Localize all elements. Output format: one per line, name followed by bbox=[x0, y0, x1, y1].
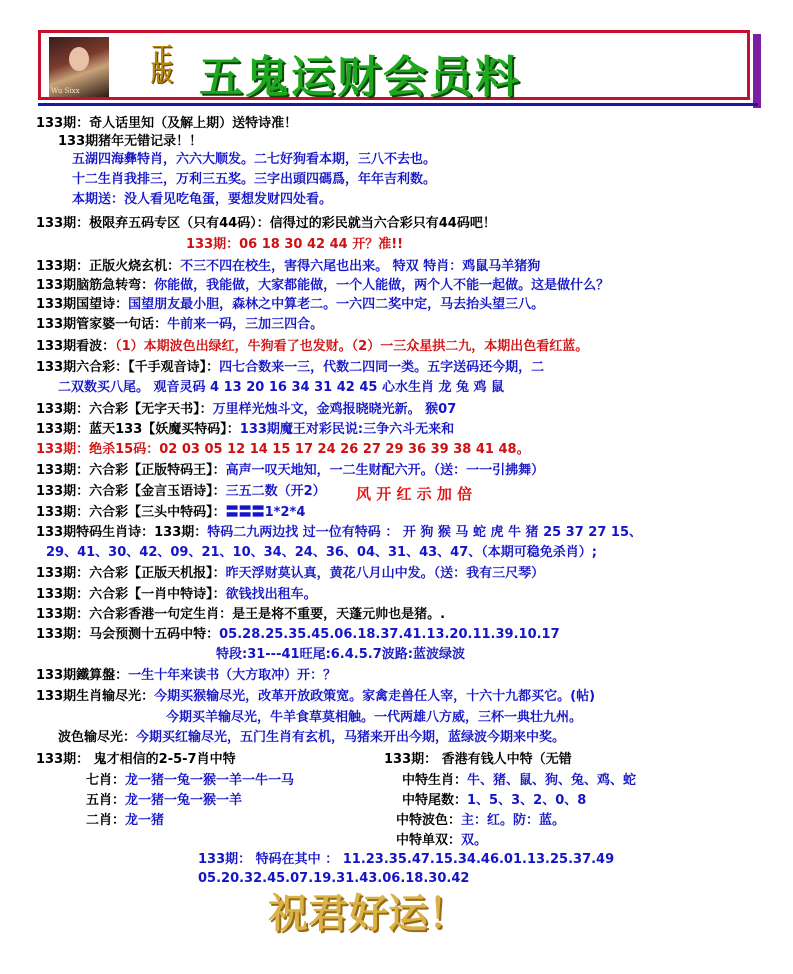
main-text-segment: 你能做，我能做，大家都能做，一个人能做，两个人不能一起做。这是做什么？ bbox=[154, 278, 610, 293]
main-text-segment: 133期生肖输尽光： bbox=[36, 689, 155, 704]
main-text-segment: 133期：六合彩【正版特码王】： bbox=[36, 463, 226, 478]
main-text-segment: 133期：绝杀15码：02 03 05 12 14 15 17 24 26 27 29 36 39 38 41 48。 bbox=[36, 442, 530, 457]
main-text-segment: 特码二九两边找 过一位有特码 ： 开 狗 猴 马 蛇 虎 牛 猪 25 37 27 15、 bbox=[207, 525, 643, 540]
left-col-text-segment: 龙一猪一兔一猴一羊一牛一马 bbox=[125, 773, 295, 788]
main-line bbox=[58, 380, 504, 396]
main-text-segment: 万里样光烛斗文，金鸡报晓晓光新。 猴07 bbox=[212, 402, 457, 417]
main-line bbox=[36, 525, 642, 541]
main-text-segment: 国望朋友最小胆，森林之中算老二。一六四二奖中定，马去抬头望三八。 bbox=[128, 297, 545, 312]
main-text-segment: 是王是将不重要，天蓬元帅也是猪。. bbox=[232, 607, 446, 622]
main-text-segment: 133期：马会预测十五码中特： bbox=[36, 627, 220, 642]
main-text-segment: 四七合数来一三，代数二四同一类。五字送码还今期，二 bbox=[219, 360, 545, 375]
main-line bbox=[36, 566, 544, 582]
main-text-segment: 今期买红输尽光，五门生肖有玄机，马猪来开出今期，蓝绿波今期来中奖。 bbox=[136, 730, 566, 745]
main-line bbox=[36, 484, 326, 500]
right-col-text-segment: 1、5、3、2、0、8 bbox=[467, 793, 587, 808]
right-col-text-segment: 中特尾数： bbox=[402, 793, 468, 808]
main-text-segment: 二双数买八尾。 观音灵码 4 13 20 16 34 31 42 45 心水生肖 龙 兔 鸡 鼠 bbox=[58, 380, 505, 395]
main-text-segment: 133期：06 18 30 42 44 开？准!! bbox=[186, 237, 404, 252]
main-line bbox=[36, 668, 336, 684]
left-col-text-segment: 二肖： bbox=[86, 813, 126, 828]
main-line bbox=[58, 134, 202, 150]
page-title: 五鬼运财会员料 bbox=[199, 52, 521, 103]
main-text-segment: （1）本期波色出绿红，牛狗看了也发财。（2）一三众星拱二九，本期出色看红蓝。 bbox=[115, 339, 589, 354]
main-text-segment: 欲钱找出租车。 bbox=[225, 587, 317, 602]
bottom-text-segment: 11.23.35.47.15.34.46.01.13.25.37.49 bbox=[338, 852, 615, 867]
main-line bbox=[36, 339, 588, 355]
main-line bbox=[36, 689, 595, 705]
main-text-segment: 133期：正版火烧玄机： bbox=[36, 259, 181, 274]
main-text-segment: 今期买羊输尽光，牛羊食草莫相触。一代两雄八方威，三杯一典壮九州。 bbox=[166, 710, 583, 725]
main-text-segment: 特段:31---41旺尾:6.4.5.7波路:蓝波绿波 bbox=[216, 647, 465, 662]
main-line bbox=[36, 116, 297, 132]
main-text-segment: 29、41、30、42、09、21、10、34、24、36、04、31、43、47、（本期可稳免杀肖）; bbox=[46, 545, 597, 560]
red-stamp-text: 风 开 红 示 加 倍 bbox=[356, 485, 473, 503]
main-text-segment: 133期特码生肖诗：133期： bbox=[36, 525, 208, 540]
main-text-segment: 133期：极限弃五码专区（只有44码）：信得过的彩民就当六合彩只有44码吧！ bbox=[36, 216, 496, 231]
main-text-segment: 本期送：没人看见吃龟蛋，要想发财四处看。 bbox=[72, 192, 333, 207]
main-text-segment: 133期：六合彩【金言玉语诗】： bbox=[36, 484, 226, 499]
main-text-segment: 一生十年来读书（大方取冲）开：？ bbox=[128, 668, 337, 683]
main-line bbox=[186, 237, 403, 253]
main-text-segment: 133期：奇人话里知（及解上期）送特诗准！ bbox=[36, 116, 298, 131]
main-line bbox=[36, 360, 544, 376]
main-line bbox=[36, 422, 454, 438]
main-text-segment: 133期：六合彩香港一句定生肖： bbox=[36, 607, 233, 622]
main-text-segment: 05.28.25.35.45.06.18.37.41.13.20.11.39.10.17 bbox=[219, 627, 560, 642]
main-line bbox=[36, 505, 305, 521]
main-text-segment: 133期：六合彩【正版天机报】： bbox=[36, 566, 226, 581]
left-col-line bbox=[86, 773, 294, 789]
main-line bbox=[72, 172, 436, 188]
main-text-segment: 133期看波： bbox=[36, 339, 116, 354]
good-luck-text: 祝君好运！ bbox=[268, 890, 468, 937]
main-text-segment: 133期管家婆一句话： bbox=[36, 317, 168, 332]
right-col-text-segment: 中特单双： bbox=[396, 833, 462, 848]
main-text-segment: 三五二数（开2） bbox=[225, 484, 326, 499]
bottom-line bbox=[198, 852, 614, 868]
main-text-segment: 波色输尽光： bbox=[58, 730, 137, 745]
main-line bbox=[58, 730, 565, 746]
left-col-text-segment: 龙一猪 bbox=[125, 813, 165, 828]
main-text-segment: 十二生肖我排三，万利三五奖。三字出頭四碼爲，年年吉利数。 bbox=[72, 172, 437, 187]
portrait-photo bbox=[49, 37, 109, 97]
main-line bbox=[36, 463, 544, 479]
right-col-text-segment: 双。 bbox=[461, 833, 488, 848]
right-col-text-segment: 中特波色： bbox=[396, 813, 462, 828]
left-col-text-segment: 龙一猪一兔一猴一羊 bbox=[125, 793, 243, 808]
main-line bbox=[36, 278, 609, 294]
right-col-line bbox=[396, 813, 565, 829]
left-col-text-segment: 五肖： bbox=[86, 793, 126, 808]
main-line bbox=[72, 192, 332, 208]
main-line bbox=[36, 402, 456, 418]
main-text-segment: 高声一叹天地知，一二生财配六开。（送：一一引拂舞） bbox=[225, 463, 545, 478]
main-text-segment: 133期六合彩：【千手观音诗】： bbox=[36, 360, 220, 375]
right-col-text-segment: 133期： 香港有钱人中特（无错 bbox=[384, 752, 572, 767]
purple-side-bar bbox=[753, 34, 761, 108]
main-text-segment: 133期脑筋急转弯： bbox=[36, 278, 155, 293]
main-line bbox=[216, 647, 465, 663]
right-col-text-segment: 中特生肖： bbox=[402, 773, 468, 788]
left-col-line bbox=[86, 813, 164, 829]
main-text-segment: 不三不四在校生，害得六尾也出来。 特双 特肖：鸡鼠马羊猪狗 bbox=[180, 259, 541, 274]
main-line bbox=[36, 317, 323, 333]
main-line bbox=[36, 587, 317, 603]
main-line bbox=[36, 627, 560, 643]
right-col-text-segment: 主：红。防：蓝。 bbox=[461, 813, 566, 828]
main-text-segment: 133期国望诗： bbox=[36, 297, 129, 312]
left-col-text-segment: 133期： 鬼才相信的2-5-7肖中特 bbox=[36, 752, 236, 767]
right-col-line bbox=[402, 773, 636, 789]
main-text-segment: 133期鐵算盤： bbox=[36, 668, 129, 683]
right-col-text-segment: 牛、猪、鼠、狗、兔、鸡、蛇 bbox=[467, 773, 637, 788]
main-text-segment: 昨天浮财莫认真，黄花八月山中发。（送：我有三尺琴） bbox=[225, 566, 545, 581]
main-line bbox=[46, 545, 597, 561]
main-text-segment: 133期：六合彩【一肖中特诗】： bbox=[36, 587, 226, 602]
main-line bbox=[36, 259, 540, 275]
main-text-segment: 133期魔王对彩民说:三争六斗无来和 bbox=[239, 422, 455, 437]
main-text-segment: 133期：六合彩【无字天书】： bbox=[36, 402, 213, 417]
main-line bbox=[36, 297, 544, 313]
bottom-text-segment: 133期： 特码在其中 ： bbox=[198, 852, 339, 867]
zheng-ban-label: 正版 bbox=[151, 43, 174, 87]
header-divider bbox=[38, 103, 758, 106]
right-col-line bbox=[402, 793, 586, 809]
main-line bbox=[72, 152, 436, 168]
bottom-text-segment: 05.20.32.45.07.19.31.43.06.18.30.42 bbox=[198, 871, 470, 886]
main-text-segment: 133期：蓝天133【妖魔买特码】： bbox=[36, 422, 240, 437]
main-line bbox=[36, 607, 445, 623]
photo-label: Wu Sixx bbox=[51, 87, 80, 95]
right-col-line bbox=[384, 752, 572, 768]
main-text-segment: 牛前来一码，三加三四合。 bbox=[167, 317, 324, 332]
main-text-segment: 今期买猴输尽光，改革开放政策宽。家禽走兽任人宰，十六十九都买它。(帖) bbox=[154, 689, 596, 704]
main-text-segment: 133期：六合彩【三头中特码】： bbox=[36, 505, 226, 520]
main-line bbox=[36, 442, 530, 458]
header-banner bbox=[38, 30, 750, 103]
main-text-segment: 133期猪年无错记录！！ bbox=[58, 134, 203, 149]
main-line bbox=[36, 216, 496, 232]
main-text-segment: 五湖四海彝特肖，六六大顺发。二七好狗看本期，三八不去也。 bbox=[72, 152, 437, 167]
left-col-line bbox=[36, 752, 236, 768]
main-line bbox=[166, 710, 582, 726]
main-text-segment: 〓〓〓1*2*4 bbox=[225, 505, 306, 520]
left-col-text-segment: 七肖： bbox=[86, 773, 126, 788]
portrait-face bbox=[69, 47, 89, 71]
right-col-line bbox=[396, 833, 487, 849]
left-col-line bbox=[86, 793, 242, 809]
